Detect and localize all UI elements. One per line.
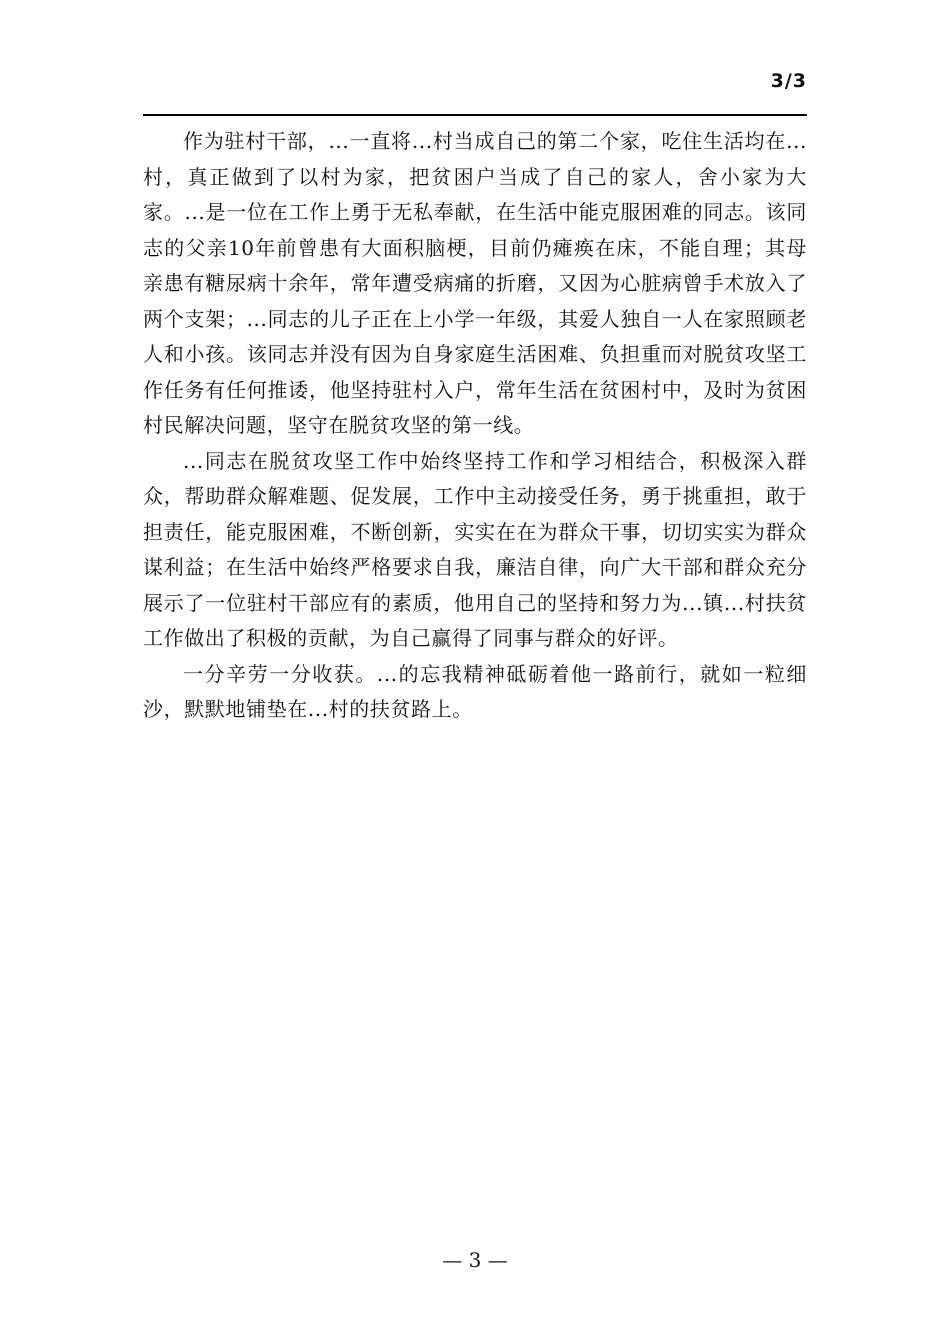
header-divider — [143, 114, 807, 116]
document-body — [143, 124, 807, 728]
paragraph-2: ...同志在脱贫攻坚工作中始终坚持工作和学习相结合，积极深入群众，帮助群众解难题、促发展，工作中主动接受任务，勇于挑重担，敢于担责任，能克服困难，不断创新，实实在在为群众干事，切切实实为群众谋利益；在生活中始终严格要求自我，廉洁自律，向广大干部和群众充分展示了一位驻村干部应有的素质，他用自己的坚持和努力为...镇...村扶贫工作做出了积极的贡献，为自己赢得了同事与群众的好评。 — [143, 448, 807, 650]
paragraph-1: 作为驻村干部，...一直将...村当成自己的第二个家，吃住生活均在...村，真正做到了以村为家，把贫困户当成了自己的家人，舍小家为大家。...是一位在工作上勇于无私奉献，在生活中能克服困难的同志。该同志的父亲10年前曾患有大面积脑梗，目前仍瘫痪在床，不能自理；其母亲患有糖尿病十余年，常年遭受病痛的折磨，又因为心脏病曾手术放入了两个支架；...同志的儿子正在上小学一年级，其爱人独自一人在家照顾老人和小孩。该同志并没有因为自身家庭生活困难、负担重而对脱贫攻坚工作任务有任何推诿，他坚持驻村入户，常年生活在贫困村中，及时为贫困村民解决问题，坚守在脱贫攻坚的第一线。 — [143, 129, 807, 437]
page-number-footer: — 3 — — [442, 1248, 508, 1272]
paragraph-3: 一分辛劳一分收获。...的忘我精神砥砺着他一路前行，就如一粒细沙，默默地铺垫在...村的扶贫路上。 — [143, 661, 807, 721]
page-counter: 3/3 — [770, 70, 807, 92]
